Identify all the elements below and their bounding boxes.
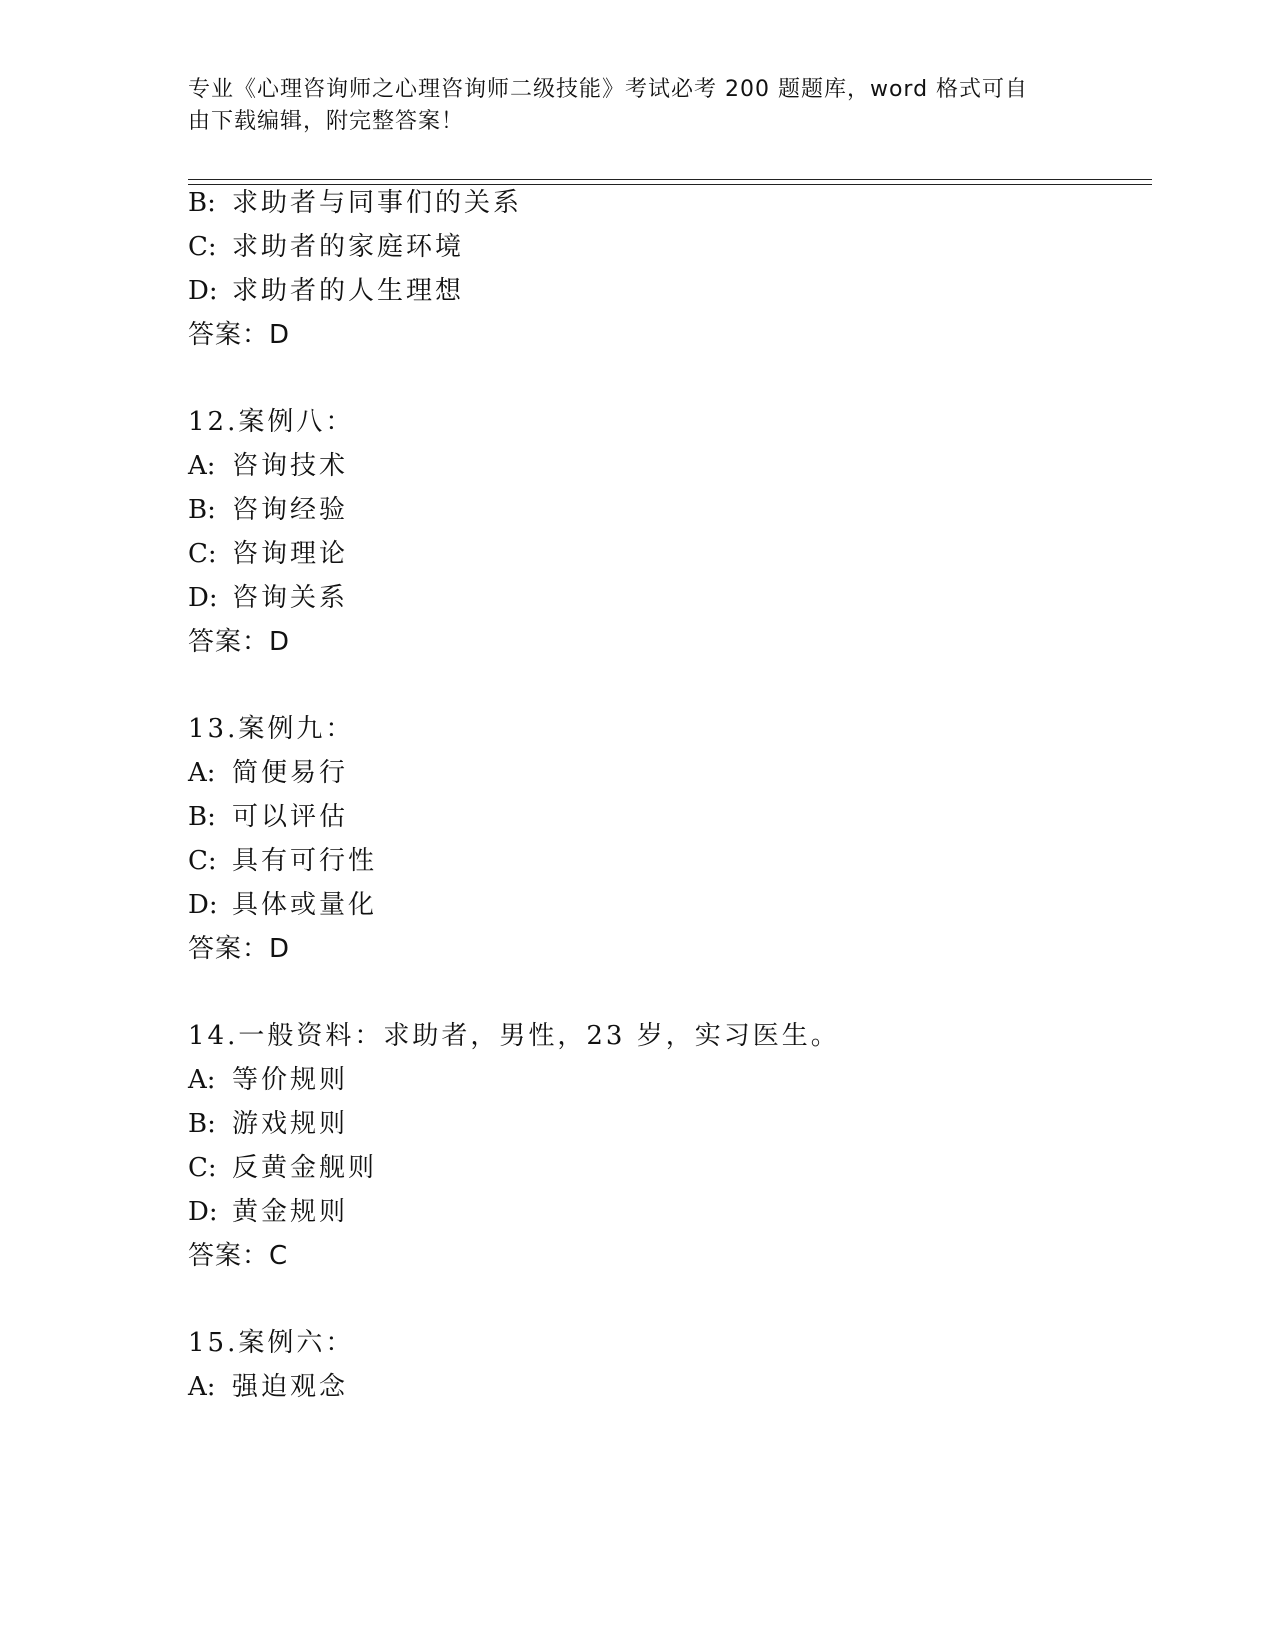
header-line-1: 专业《心理咨询师之心理咨询师二级技能》考试必考 200 题题库，word 格式可自 xyxy=(188,77,1029,102)
option-text: 简便易行 xyxy=(232,758,349,788)
option-letter: D: xyxy=(188,583,218,613)
q11-option-c xyxy=(188,230,464,264)
q11-option-d xyxy=(188,274,464,308)
option-text: 具有可行性 xyxy=(232,846,378,876)
q13-option-c xyxy=(188,844,377,878)
option-text: 具体或量化 xyxy=(232,890,378,920)
q15-option-a xyxy=(188,1370,348,1404)
option-letter: B: xyxy=(188,188,216,218)
q12-option-d xyxy=(188,581,348,615)
document-header xyxy=(188,74,1068,138)
option-letter: D: xyxy=(188,890,218,920)
option-letter: C: xyxy=(188,539,217,569)
q14-option-a xyxy=(188,1063,348,1097)
option-text: 咨询经验 xyxy=(232,495,349,525)
q12-option-c xyxy=(188,537,348,571)
option-letter: A: xyxy=(188,758,216,788)
option-letter: A: xyxy=(188,1065,216,1095)
q14-option-b xyxy=(188,1107,348,1141)
q12-answer: 答案：D xyxy=(188,627,291,657)
q13-option-b xyxy=(188,800,348,834)
q11-option-b xyxy=(188,186,522,220)
q14-option-d xyxy=(188,1195,348,1229)
option-text: 反黄金舰则 xyxy=(232,1153,378,1183)
q14-answer: 答案：C xyxy=(188,1241,289,1271)
q13-answer: 答案：D xyxy=(188,934,291,964)
option-text: 黄金规则 xyxy=(232,1197,349,1227)
q12-option-a xyxy=(188,449,348,483)
option-letter: B: xyxy=(188,1109,216,1139)
option-text: 强迫观念 xyxy=(232,1372,349,1402)
q15-title: 15.案例六： xyxy=(188,1328,355,1358)
q11-answer: 答案：D xyxy=(188,320,291,350)
q12-title: 12.案例八： xyxy=(188,407,355,437)
option-text: 等价规则 xyxy=(232,1065,349,1095)
q13-option-d xyxy=(188,888,377,922)
q14-option-c xyxy=(188,1151,377,1185)
option-letter: D: xyxy=(188,1197,218,1227)
header-divider-top xyxy=(188,179,1152,180)
q14-title: 14.一般资料：求助者，男性，23 岁，实习医生。 xyxy=(188,1021,840,1051)
header-divider-bottom xyxy=(188,184,1152,185)
option-letter: C: xyxy=(188,846,217,876)
header-line-2: 由下载编辑，附完整答案！ xyxy=(188,109,465,134)
option-text: 咨询关系 xyxy=(232,583,349,613)
option-text: 可以评估 xyxy=(232,802,349,832)
option-text: 求助者的人生理想 xyxy=(232,276,465,306)
option-text: 咨询理论 xyxy=(232,539,349,569)
option-letter: B: xyxy=(188,495,216,525)
q13-option-a xyxy=(188,756,348,790)
q12-option-b xyxy=(188,493,348,527)
option-letter: A: xyxy=(188,1372,216,1402)
option-text: 游戏规则 xyxy=(232,1109,349,1139)
option-text: 咨询技术 xyxy=(232,451,349,481)
q13-title: 13.案例九： xyxy=(188,714,355,744)
option-letter: C: xyxy=(188,232,217,262)
option-letter: C: xyxy=(188,1153,217,1183)
option-letter: D: xyxy=(188,276,218,306)
option-letter: B: xyxy=(188,802,216,832)
option-letter: A: xyxy=(188,451,216,481)
option-text: 求助者的家庭环境 xyxy=(232,232,465,262)
option-text: 求助者与同事们的关系 xyxy=(232,188,523,218)
